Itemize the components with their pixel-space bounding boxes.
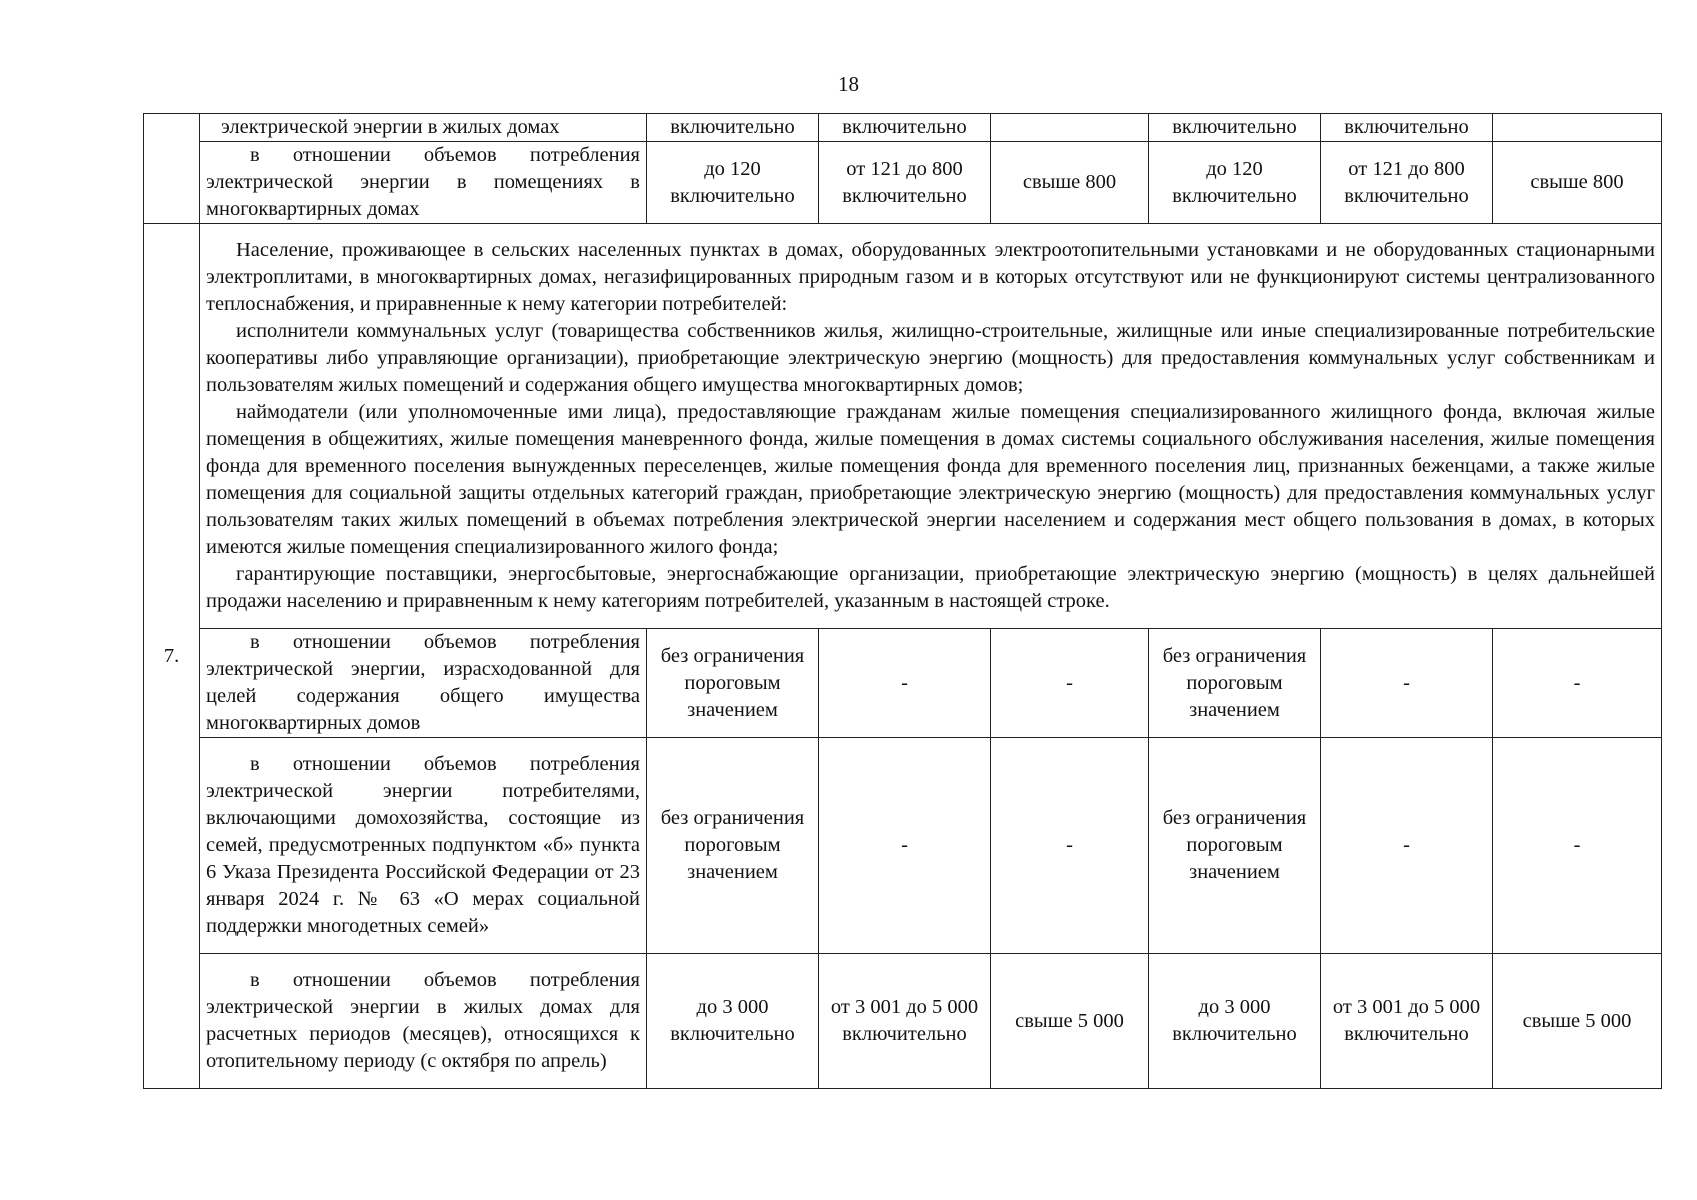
value-cell: свыше 5 000 xyxy=(991,954,1149,1089)
row-description xyxy=(200,142,647,224)
value-cell: включительно xyxy=(819,114,991,142)
value-cell: включительно xyxy=(1321,114,1493,142)
section-paragraph: исполнители коммунальных услуг (товарищества собственников жилья, жилищно-строительные, жилищные или иные специализированные потребительские кооперативы либо управляющие организации), приобретающие электрическую энергию (мощность) для предоставления коммунальных услуг собственникам и пользователям жилых помещений и содержания общего имущества многоквартирных домов; xyxy=(206,320,1655,396)
value-cell: свыше 800 xyxy=(991,142,1149,224)
section-paragraph: гарантирующие поставщики, энергосбытовые, энергоснабжающие организации, приобретающие электрическую энергию (мощность) в целях дальнейшей продажи населению и приравненным к нему категориям потребителей, указанным в настоящей строке. xyxy=(206,563,1655,612)
row-number-cell xyxy=(144,224,200,1089)
value-cell: - xyxy=(1493,738,1662,954)
value-cell: включительно xyxy=(647,114,819,142)
value-cell: от 121 до 800 включительно xyxy=(819,142,991,224)
value-cell: - xyxy=(1321,738,1493,954)
row-description xyxy=(200,629,647,738)
table-row xyxy=(144,142,1662,224)
value-cell: до 3 000 включительно xyxy=(1149,954,1321,1089)
row-number-cell xyxy=(144,114,200,224)
row-description xyxy=(200,954,647,1089)
table-row xyxy=(144,738,1662,954)
page-number: 18 xyxy=(838,72,859,96)
value-cell: от 121 до 800 включительно xyxy=(1321,142,1493,224)
value-cell xyxy=(1493,114,1662,142)
value-cell: включительно xyxy=(1149,114,1321,142)
value-cell: - xyxy=(819,738,991,954)
section-text xyxy=(200,224,1662,629)
value-cell: без ограничения пороговым значением xyxy=(1149,629,1321,738)
value-cell: - xyxy=(1493,629,1662,738)
value-cell xyxy=(991,114,1149,142)
value-cell: - xyxy=(991,738,1149,954)
value-cell: от 3 001 до 5 000 включительно xyxy=(1321,954,1493,1089)
table-row xyxy=(144,114,1662,142)
value-cell: без ограничения пороговым значением xyxy=(647,738,819,954)
value-cell: - xyxy=(819,629,991,738)
value-cell: до 120 включительно xyxy=(1149,142,1321,224)
value-cell: до 120 включительно xyxy=(647,142,819,224)
value-cell: - xyxy=(1321,629,1493,738)
value-cell: от 3 001 до 5 000 включительно xyxy=(819,954,991,1089)
row-description-text: в отношении объемов потребления электрической энергии потребителями, включающими домохозяйства, состоящие из семей, предусмотренных подпунктом «б» пункта 6 Указа Президента Российской Федерации от 23 января 2024 г. № 63 «О мерах социальной поддержки многодетных семей» xyxy=(206,753,640,937)
row-description-text: в отношении объемов потребления электрической энергии в жилых домах для расчетных периодов (месяцев), относящихся к отопительному периоду (с октября по апрель) xyxy=(206,969,640,1072)
value-cell: без ограничения пороговым значением xyxy=(647,629,819,738)
section-paragraph: наймодатели (или уполномоченные ими лица), предоставляющие гражданам жилые помещения специализированного жилищного фонда, включая жилые помещения в общежитиях, жилые помещения маневренного фонда, жилые помещения в домах системы социального обслуживания населения, жилые помещения фонда для временного поселения вынужденных переселенцев, жилые помещения фонда для временного поселения лиц, признанных беженцами, а также жилые помещения для социальной защиты отдельных категорий граждан, приобретающие электрическую энергию (мощность) для предоставления коммунальных услуг пользователям таких жилых помещений в объемах потребления электрической энергии населением и содержания мест общего пользования в домах, в которых имеются жилые помещения специализированного жилого фонда; xyxy=(206,401,1655,558)
row-description-text: в отношении объемов потребления электрической энергии в помещениях в многоквартирных домах xyxy=(206,144,640,220)
section-paragraph: Население, проживающее в сельских населенных пунктах в домах, оборудованных электроотопительными установками и не оборудованных стационарными электроплитами, в многоквартирных домах, негазифицированных природным газом и в которых отсутствуют или не функционируют системы централизованного теплоснабжения, и приравненные к нему категории потребителей: xyxy=(206,239,1655,315)
row-description-text: в отношении объемов потребления электрической энергии, израсходованной для целей содержания общего имущества многоквартирных домов xyxy=(206,631,640,734)
value-cell: без ограничения пороговым значением xyxy=(1149,738,1321,954)
table-row xyxy=(144,224,1662,629)
row-description xyxy=(200,738,647,954)
table-row xyxy=(144,954,1662,1089)
section-number: 7. xyxy=(163,644,180,667)
value-cell: - xyxy=(991,629,1149,738)
row-description xyxy=(200,114,647,142)
value-cell: свыше 800 xyxy=(1493,142,1662,224)
tariff-table xyxy=(143,113,1662,1089)
row-description-text: электрической энергии в жилых домах xyxy=(221,116,560,138)
value-cell: до 3 000 включительно xyxy=(647,954,819,1089)
value-cell: свыше 5 000 xyxy=(1493,954,1662,1089)
table-row xyxy=(144,629,1662,738)
